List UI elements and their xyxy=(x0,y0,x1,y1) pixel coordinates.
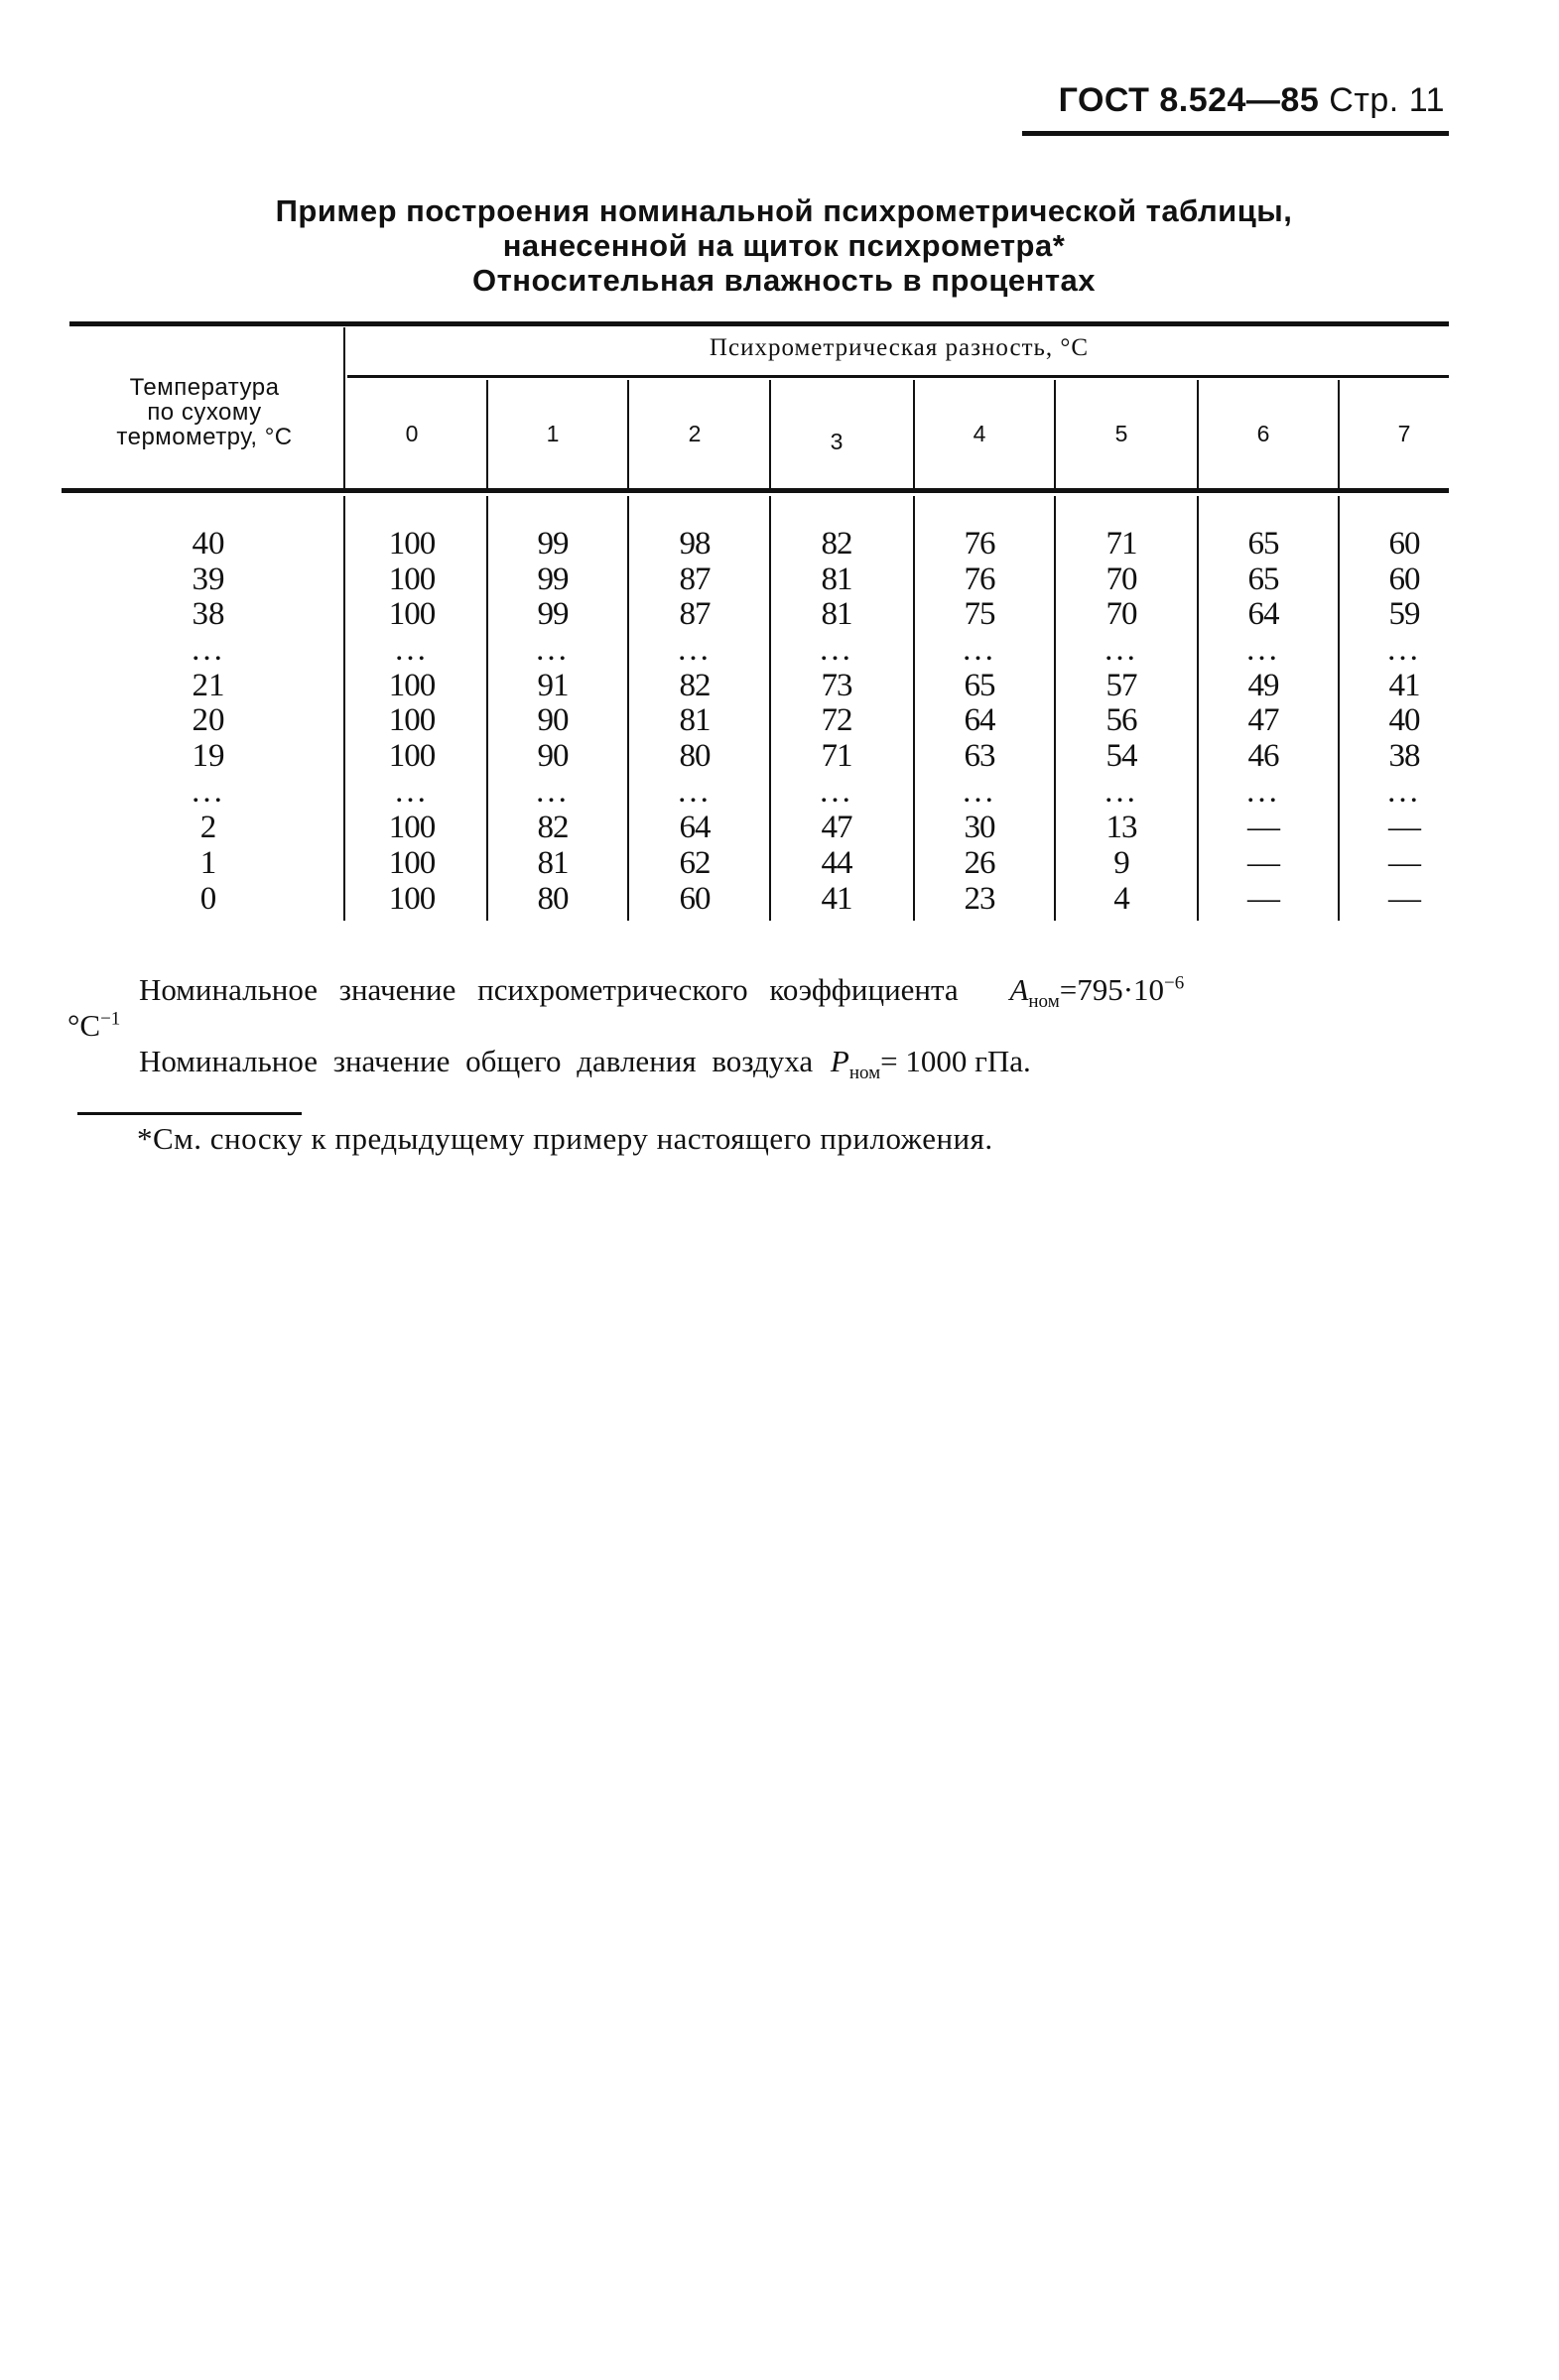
column-separator-head xyxy=(1197,380,1199,488)
table-cell: 38 xyxy=(1388,738,1420,774)
column-separator-head xyxy=(486,380,488,488)
pressure-note-text: Номинальное значение общего давления воздуха xyxy=(139,1044,814,1078)
table-cell: 100 xyxy=(388,562,436,597)
page-number: Стр. 11 xyxy=(1329,81,1445,119)
table-cell: 100 xyxy=(388,702,436,738)
table-cell: 91 xyxy=(537,668,569,703)
header-bottom-rule xyxy=(62,488,1449,493)
coefficient-unit xyxy=(67,1008,120,1044)
table-cell: ... xyxy=(536,632,570,668)
table-cell: 99 xyxy=(537,596,569,632)
table-cell: — xyxy=(1247,881,1279,917)
table-cell: 71 xyxy=(821,738,852,774)
row-temperature: 19 xyxy=(192,738,225,774)
table-cell: 47 xyxy=(821,810,852,845)
table-cell: 64 xyxy=(1247,596,1279,632)
table-cell: 87 xyxy=(679,596,711,632)
table-cell: 72 xyxy=(821,702,852,738)
table-cell: 26 xyxy=(964,845,995,881)
table-cell: 82 xyxy=(537,810,569,845)
table-cell: 65 xyxy=(964,668,995,703)
table-cell: 100 xyxy=(388,596,436,632)
page-header xyxy=(1059,81,1445,120)
table-cell: 76 xyxy=(964,562,995,597)
table-cell: 98 xyxy=(679,526,711,562)
column-separator-head xyxy=(769,380,771,488)
row-temperature: 0 xyxy=(199,881,217,917)
column-separator-head xyxy=(1054,380,1056,488)
table-cell: 81 xyxy=(821,562,852,597)
title-line-1: Пример построения номинальной психрометрической таблицы, xyxy=(275,193,1293,228)
table-cell: 47 xyxy=(1247,702,1279,738)
coefficient-exponent: −6 xyxy=(1164,972,1185,994)
column-number: 3 xyxy=(830,429,844,454)
pressure-subscript: ном xyxy=(848,1063,881,1084)
table-cell: 73 xyxy=(821,668,852,703)
coefficient-symbol: A xyxy=(1009,972,1029,1007)
coefficient-value: =795·10 xyxy=(1059,972,1165,1007)
table-cell: 90 xyxy=(537,738,569,774)
table-cell: — xyxy=(1388,845,1420,881)
table-cell: 65 xyxy=(1247,562,1279,597)
table-cell: 100 xyxy=(388,668,436,703)
column-separator-head xyxy=(1338,380,1340,488)
table-cell: 90 xyxy=(537,702,569,738)
table-cell: 13 xyxy=(1105,810,1137,845)
table-cell: ... xyxy=(1387,632,1421,668)
table-cell: ... xyxy=(536,774,570,810)
table-cell: 9 xyxy=(1113,845,1129,881)
table-cell: 41 xyxy=(821,881,852,917)
row-header-label xyxy=(60,375,349,449)
table-cell: 81 xyxy=(537,845,569,881)
column-number: 0 xyxy=(405,421,419,446)
table-cell: ... xyxy=(820,632,853,668)
table-cell: ... xyxy=(1387,774,1421,810)
pressure-symbol: P xyxy=(830,1044,849,1078)
table-cell: 82 xyxy=(679,668,711,703)
table-cell: 76 xyxy=(964,526,995,562)
table-cell: 100 xyxy=(388,881,436,917)
table-cell: 60 xyxy=(1388,526,1420,562)
table-cell: 41 xyxy=(1388,668,1420,703)
header-rule xyxy=(1022,131,1449,136)
row-header-line: по сухому xyxy=(147,399,262,426)
table-title xyxy=(60,193,1508,298)
table-cell: 100 xyxy=(388,810,436,845)
table-cell: 30 xyxy=(964,810,995,845)
table-cell: — xyxy=(1247,810,1279,845)
row-temperature: 39 xyxy=(192,562,225,597)
table-cell: 60 xyxy=(1388,562,1420,597)
table-cell: 65 xyxy=(1247,526,1279,562)
table-cell: 70 xyxy=(1105,562,1137,597)
title-line-3: Относительная влажность в процентах xyxy=(471,263,1097,298)
table-cell: 99 xyxy=(537,562,569,597)
table-cell: 64 xyxy=(964,702,995,738)
column-separator-head xyxy=(627,380,629,488)
row-temperature: 21 xyxy=(192,668,225,703)
pressure-note xyxy=(139,1044,1031,1084)
column-group-header: Психрометрическая разность, °С xyxy=(709,334,1090,361)
table-cell: ... xyxy=(395,774,429,810)
header-divider-rule xyxy=(347,375,1449,378)
row-temperature: ... xyxy=(192,632,225,668)
title-line-2: нанесенной на щиток психрометра* xyxy=(502,228,1066,263)
table-cell: 23 xyxy=(964,881,995,917)
table-cell: — xyxy=(1388,881,1420,917)
column-number: 1 xyxy=(546,421,560,446)
table-cell: 81 xyxy=(679,702,711,738)
row-temperature: 2 xyxy=(199,810,217,845)
table-top-rule xyxy=(69,321,1449,326)
table-cell: 75 xyxy=(964,596,995,632)
row-temperature: 1 xyxy=(199,845,217,881)
table-cell: 49 xyxy=(1247,668,1279,703)
table-cell: 40 xyxy=(1388,702,1420,738)
table-cell: ... xyxy=(678,774,712,810)
footnote: *См. сноску к предыдущему примеру настоящего приложения. xyxy=(137,1121,993,1156)
table-cell: 100 xyxy=(388,845,436,881)
table-cell: ... xyxy=(1246,632,1280,668)
row-temperature: 38 xyxy=(192,596,225,632)
table-cell: ... xyxy=(1104,632,1138,668)
table-cell: 62 xyxy=(679,845,711,881)
table-cell: 63 xyxy=(964,738,995,774)
coefficient-formula xyxy=(1009,972,1185,1013)
table-cell: ... xyxy=(820,774,853,810)
table-cell: 70 xyxy=(1105,596,1137,632)
table-cell: ... xyxy=(1246,774,1280,810)
document-number: ГОСТ 8.524—85 xyxy=(1058,81,1320,119)
coefficient-unit-exponent: −1 xyxy=(100,1008,121,1030)
table-cell: 54 xyxy=(1105,738,1137,774)
column-number: 6 xyxy=(1256,421,1270,446)
footnote-rule xyxy=(77,1112,302,1115)
table-cell: ... xyxy=(1104,774,1138,810)
table-cell: 44 xyxy=(821,845,852,881)
table-cell: 80 xyxy=(679,738,711,774)
row-temperature: 20 xyxy=(192,702,225,738)
table-cell: 46 xyxy=(1247,738,1279,774)
row-header-line: Температура xyxy=(129,374,280,401)
row-header-line: термометру, °С xyxy=(116,424,293,450)
coefficient-note-text: Номинальное значение психрометрического коэффициента xyxy=(139,972,959,1007)
table-cell: 87 xyxy=(679,562,711,597)
pressure-formula xyxy=(830,1044,1031,1084)
row-temperature: ... xyxy=(192,774,225,810)
table-cell: 57 xyxy=(1105,668,1137,703)
table-cell: ... xyxy=(395,632,429,668)
table-cell: 71 xyxy=(1105,526,1137,562)
coefficient-unit-text: °С xyxy=(67,1008,101,1043)
column-number: 2 xyxy=(688,421,702,446)
table-cell: 99 xyxy=(537,526,569,562)
coefficient-note xyxy=(139,972,1184,1013)
table-cell: 81 xyxy=(821,596,852,632)
table-cell: 100 xyxy=(388,738,436,774)
column-separator-head xyxy=(343,327,345,488)
table-cell: 100 xyxy=(388,526,436,562)
table-cell: — xyxy=(1388,810,1420,845)
table-cell: 56 xyxy=(1105,702,1137,738)
column-number: 7 xyxy=(1397,421,1411,446)
table-cell: — xyxy=(1247,845,1279,881)
table-cell: ... xyxy=(963,632,996,668)
table-cell: ... xyxy=(678,632,712,668)
table-cell: 4 xyxy=(1113,881,1129,917)
column-separator-head xyxy=(913,380,915,488)
table-cell: ... xyxy=(963,774,996,810)
table-cell: 82 xyxy=(821,526,852,562)
column-number: 5 xyxy=(1114,421,1128,446)
table-cell: 60 xyxy=(679,881,711,917)
table-cell: 80 xyxy=(537,881,569,917)
table-cell: 59 xyxy=(1388,596,1420,632)
pressure-value: = 1000 гПа. xyxy=(880,1044,1031,1078)
row-temperature: 40 xyxy=(192,526,225,562)
coefficient-subscript: ном xyxy=(1028,991,1060,1013)
column-number: 4 xyxy=(973,421,986,446)
table-cell: 64 xyxy=(679,810,711,845)
